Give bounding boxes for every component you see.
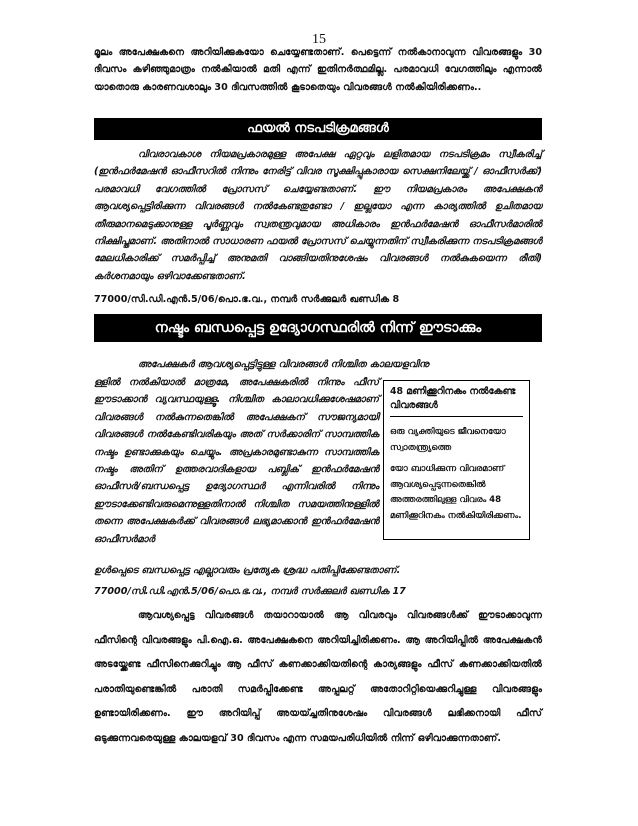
circular-reference-17: 77000/സി.ഡി.എൻ.5/06/പൊ.ഭ.വ., നമ്പർ സർക്കുലർ ഖണ്ഡിക 17	[94, 586, 406, 597]
loss-recovery-wrapped-text: ള്ളിൽ നൽകിയാൽ മാത്രമേ, അപേക്ഷകരിൽ നിന്നും ഫീസ് ഈടാക്കാൻ വ്യവസ്ഥയുള്ളൂ. നിശ്ചിത കാലാവധിക്കുശേഷമാണ് വിവരങ്ങൾ നൽകുന്നതെങ്കിൽ അപേക്ഷകന് സൗജന്യമായി വിവരങ്ങൾ നൽകേണ്ടിവരികയും അത് സർക്കാരിന് സാമ്പത്തിക നഷ്ടം ഉണ്ടാക്കുകയും ചെയ്യും. അപ്രകാരമുണ്ടാകുന്ന സാമ്പത്തിക നഷ്ടം അതിന് ഉത്തരവാദികളായ പബ്ലിക് ഇൻഫർമേഷൻ ഓഫീസർ/ബന്ധപ്പെട്ട ഉദ്യോഗസ്ഥർ എന്നിവരിൽ നിന്നും ഈടാക്കേണ്ടിവരുമെന്നുള്ളതിനാൽ നിശ്ചിത സമയത്തിനുള്ളിൽ തന്നെ അപേക്ഷകർക്ക് വിവരങ്ങൾ ലഭ്യമാക്കാൻ ഇൻഫർമേഷൻ ഓഫീസർമാർ	[94, 377, 379, 545]
section-heading-file-procedure: ഫയൽ നടപടിക്രമങ്ങൾ	[94, 118, 542, 140]
file-procedure-body: വിവരാവകാശ നിയമപ്രകാരമുള്ള അപേക്ഷ ഏറ്റവും ലളിതമായ നടപടിക്രമം സ്വീകരിച്ച് (ഇൻഫർമേഷൻ ഓഫീസറിൽ നിന്നും നേരിട്ട് വിവര സൂക്ഷിപ്പുകാരായ സെക്ഷനിലേയ്ക്ക് / ഓഫീസർക്ക്) പരമാവധി വേഗത്തിൽ പ്രോസസ് ചെയ്യേണ്ടതാണ്. ഈ നിയമപ്രകാരം അപേക്ഷകൻ ആവശ്യപ്പെട്ടിരിക്കുന്ന വിവരങ്ങൾ നൽകേണ്ടതുണ്ടോ / ഇല്ലയോ എന്ന കാര്യത്തിൽ ഉചിതമായ തീരുമാനമെടുക്കാനുള്ള പൂർണ്ണവും സ്വതന്ത്രവുമായ അധികാരം ഇൻഫർമേഷൻ ഓഫീസർമാരിൽ നിക്ഷിപ്തമാണ്. അതിനാൽ സാധാരണ ഫയൽ പ്രോസസ് ചെയ്യുന്നതിന് സ്വീകരിക്കുന്ന നടപടിക്രമങ്ങൾ മേലധികാരിക്ക് സമർപ്പിച്ച് അനുമതി വാങ്ങിയതിനുശേഷം വിവരങ്ങൾ നൽകുകയെന്ന രീതി) കർശനമായും ഒഴിവാക്കേണ്ടതാണ്.	[94, 149, 542, 282]
box-text-2: യോ ബാധിക്കുന്ന വിവരമാണ് ആവശ്യപ്പെടുന്നതെങ്കിൽ അത്തരത്തിലുള്ള വിവരം 48 മണിക്കൂറിനകം നൽകിയിരിക്കണം.	[390, 464, 522, 521]
page-number: 15	[312, 32, 326, 47]
box-text-1: ഒരു വ്യക്തിയുടെ ജീവനെയോ സ്വാതന്ത്ര്യത്തെ	[390, 427, 506, 453]
circular-reference-8: 77000/സി.ഡി.എൻ.5/06/പൊ.ഭ.വ., നമ്പർ സർക്കുലർ ഖണ്ഡിക 8	[94, 294, 400, 305]
section-heading-loss-recovery: നഷ്ടം ബന്ധപ്പെട്ട ഉദ്യോഗസ്ഥരിൽ നിന്ന് ഈടാക്കും	[94, 314, 542, 342]
48-hour-info-box	[383, 380, 530, 540]
loss-recovery-first-line: അപേക്ഷകർ ആവശ്യപ്പെട്ടിട്ടുള്ള വിവരങ്ങൾ നിശ്ചിത കാലയളവിനു	[138, 359, 429, 370]
intro-paragraph: മൂലം അപേക്ഷകനെ അറിയിക്കുകയോ ചെയ്യേണ്ടതാണ്. പെട്ടെന്ന് നൽകാനാവുന്ന വിവരങ്ങളും 30 ദിവസം കഴിഞ്ഞുമാത്രം നൽകിയാൽ മതി എന്ന് ഇതിനർത്ഥമില്ല. പരമാവധി വേഗത്തിലും എന്നാൽ യാതൊരു കാരണവശാലും 30 ദിവസത്തിൽ കൂടാതെയും വിവരങ്ങൾ നൽകിയിരിക്കണം..	[94, 47, 542, 93]
box-title: 48 മണിക്കൂറിനകം നൽകേണ്ട വിവരങ്ങൾ	[390, 385, 523, 417]
loss-recovery-last-line: ഉൾപ്പെടെ ബന്ധപ്പെട്ട എല്ലാവരും പ്രത്യേക ശ്രദ്ധ പതിപ്പിക്കേണ്ടതാണ്.	[94, 565, 401, 576]
fee-notice-paragraph: ആവശ്യപ്പെട്ട വിവരങ്ങൾ തയാറായാൽ ആ വിവരവും വിവരങ്ങൾക്ക് ഈടാക്കാവുന്ന ഫീസിന്റെ വിവരങ്ങളും പി.ഐ.ഒ. അപേക്ഷകനെ അറിയിച്ചിരിക്കണം. ആ അറിയിപ്പിൽ അപേക്ഷകൻ അടയ്ക്കേണ്ട ഫീസിനെക്കുറിച്ചും ആ ഫീസ് കണക്കാക്കിയതിന്റെ കാര്യങ്ങളും ഫീസ് കണക്കാക്കിയതിൽ പരാതിയുണ്ടെങ്കിൽ പരാതി സമർപ്പിക്കേണ്ട അപ്പലറ്റ് അതോറിറ്റിയെക്കുറിച്ചുള്ള വിവരങ്ങളും ഉണ്ടായിരിക്കണം. ഈ അറിയിപ്പ് അയയ്ച്ചതിനുശേഷം വിവരങ്ങൾ ലഭിക്കനായി ഫീസ് ഒടുക്കുന്നവരെയുള്ള കാലയളവ് 30 ദിവസം എന്ന സമയപരിധിയിൽ നിന്ന് ഒഴിവാക്കുന്നതാണ്.	[94, 610, 542, 744]
